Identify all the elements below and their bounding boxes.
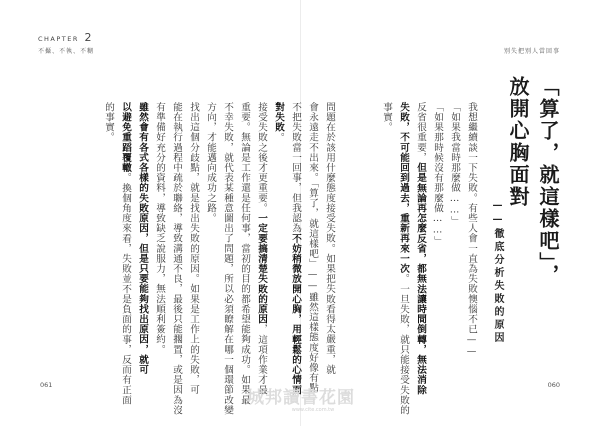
watermark-brand: 城邦讀書花園 — [247, 388, 355, 408]
text-line: 不把失敗當一回事，但我認為 — [290, 102, 301, 234]
page-number-left: 061 — [40, 381, 53, 389]
emphasis-text: 對失敗 — [273, 102, 284, 133]
section-subheading: ——徹底分析失敗的原因 — [492, 200, 503, 345]
page-number-right: 060 — [547, 381, 560, 389]
text-line: 。 — [273, 132, 284, 143]
running-title: 別失把別人當回事 — [503, 48, 560, 55]
heading-line: 放開心胸面對 — [506, 76, 530, 208]
text-line: 我想繼續談一下失敗。有些人會一直為失敗懊惱不已—— — [466, 102, 477, 358]
emphasis-text: 失敗，不可能回到過去，重新再來一次 — [398, 102, 409, 274]
text-line: 的事實。 — [103, 102, 114, 143]
quote-line: 「如果那時候沒有那麼做……」 — [432, 102, 443, 247]
text-line: 有準備好充分的資料，導致缺乏說服力，無法順利簽約。 — [154, 102, 165, 355]
text-line: 方向，才能邁向成功之路。 — [205, 102, 216, 224]
text-line: 事實。 — [381, 102, 392, 133]
section-heading — [503, 76, 563, 286]
chapter-number: 2 — [84, 31, 92, 44]
text-line: ，這項作業才最 — [256, 324, 267, 395]
quote-line: 「如果我當時那麼做……」 — [449, 102, 460, 226]
chapter-word: CHAPTER — [38, 35, 79, 43]
text-line: 。換個角度來看，失敗並不是負面的事，反而有正面 — [120, 172, 131, 406]
chapter-label — [38, 31, 91, 44]
text-line: 接受失敗之後才更重要。 — [256, 102, 267, 214]
watermark-url: www.cite.com.tw — [291, 407, 335, 413]
emphasis-text: 不妨稍微放開心胸，用輕鬆的心情面 — [290, 233, 301, 395]
emphasis-text: 但是無論再怎麼反省，都無法讓時間倒轉，無法消除 — [415, 162, 426, 395]
heading-line: 「算了，就這樣吧」， — [536, 76, 560, 286]
text-line: 。一旦失敗，就只能接受失敗的 — [398, 273, 409, 416]
text-line: 找出這個分歧點，就是找出失敗的原因。如果是工作上的失敗，可 — [188, 102, 199, 395]
text-line: 能在執行過程中疏於聯絡，導致溝通不良，最後只能擱置，或是因為沒 — [171, 102, 182, 416]
text-line: 會永遠走不出來。「算了，就這樣吧」——雖然這樣態度好像有點 — [307, 102, 318, 393]
text-line: 問題在於該用什麼態度接受失敗。如果把失敗看得太嚴重，就 — [324, 102, 335, 375]
chapter-subtitle: 不攝、不執、不糊 — [38, 48, 95, 55]
text-line: 不幸失敗，就代表某種意圖出了問題，所以必須瞭解在哪一個環節改變 — [222, 102, 233, 416]
right-page-body — [378, 102, 480, 416]
emphasis-text: 一定要搞清楚失敗的原因 — [256, 213, 267, 325]
text-line: 反省很重要， — [415, 102, 426, 163]
text-line: 重要。無論是工作還是任何事，當初的目的都希望能夠成功。如果最 — [239, 102, 250, 405]
emphasis-text: 以避免重蹈覆轍 — [120, 102, 131, 173]
emphasis-text: 雖然會有各式各樣的失敗原因，但是只要能夠找出原因，就可 — [137, 102, 148, 375]
watermark — [247, 383, 379, 423]
